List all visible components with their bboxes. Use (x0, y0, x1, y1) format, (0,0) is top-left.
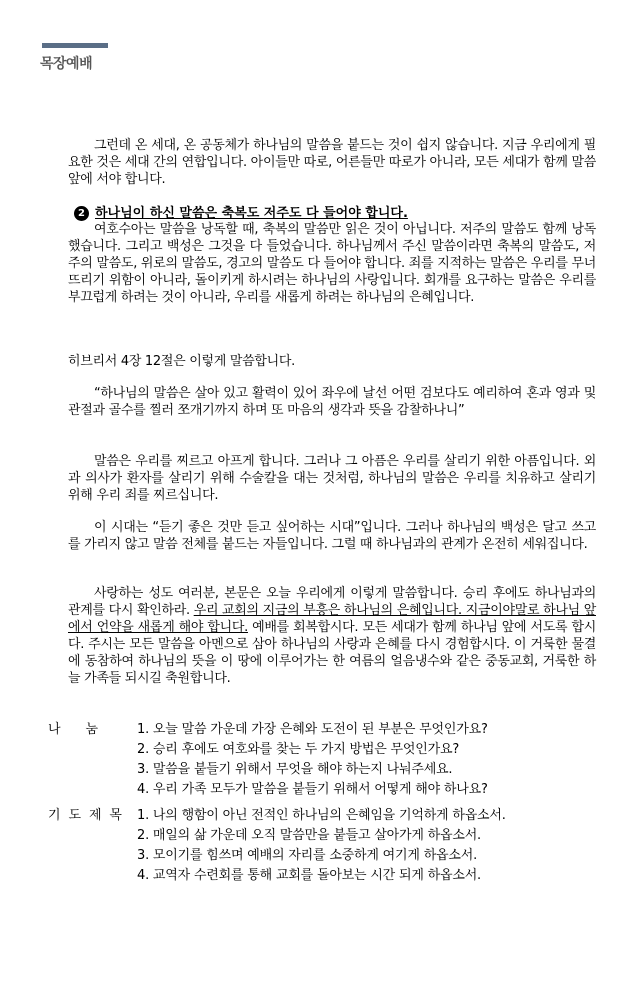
closing-text-part1: 사랑하는 성도 여러분, 본문은 오늘 우리에게 이렇게 말씀합니다. 승리 후에도 하나님과의 관계를 다시 확인하라. (68, 586, 596, 618)
section-heading (74, 205, 408, 222)
paragraph-this-age (68, 519, 596, 553)
prayer-topic: 2. 매일의 삶 가운데 오직 말씀만을 붙들고 살아가게 하옵소서. (137, 828, 481, 843)
paragraph-joshua (68, 221, 596, 306)
paragraph-closing (68, 585, 596, 687)
prayer-topic-list (137, 806, 506, 886)
prayer-label-char: 도 (68, 808, 82, 823)
sharing-question: 1. 오늘 말씀 가운데 가장 은혜와 도전이 된 부분은 무엇인가요? (137, 722, 488, 737)
paragraph-intro-text: 그런데 온 세대, 온 공동체가 하나님의 말씀을 붙드는 것이 쉽지 않습니다. 지금 우리에게 필요한 것은 세대 간의 연합입니다. 아이들만 따로, 어른들만 따로가 아니라, 모든 세대가 함께 말씀 앞에 서야 합니다. (68, 138, 596, 187)
sharing-label-char: 눔 (85, 722, 98, 737)
sharing-question: 2. 승리 후에도 여호와를 찾는 두 가지 방법은 무엇인가요? (137, 742, 460, 757)
paragraph-closing-text (68, 585, 596, 687)
header-label: 목장예배 (40, 56, 93, 72)
paragraph-word-pierces (68, 453, 596, 504)
scripture-quote-text: “하나님의 말씀은 살아 있고 활력이 있어 좌우에 날선 어떤 검보다도 예리하여 혼과 영과 및 관절과 골수를 찔러 쪼개기까지 하며 또 마음의 생각과 뜻을 감찰하나니” (68, 386, 596, 418)
section-number-badge: 2 (74, 206, 89, 221)
scripture-quote (68, 385, 596, 419)
sharing-label (48, 720, 98, 740)
prayer-label-char: 목 (109, 808, 122, 823)
closing-text-underlined: 우리 교회의 지금의 부흥은 하나님의 은혜입니다. 지금이야말로 하나님 앞에서 언약을 새롭게 해야 합니다. (68, 603, 596, 635)
paragraph-this-age-text: 이 시대는 “듣기 좋은 것만 듣고 싶어하는 시대”입니다. 그러나 하나님의 백성은 달고 쓰고를 가리지 않고 말씀 전체를 붙드는 자들입니다. 그럴 때 하나님과의 관계가 온전히 세워집니다. (68, 520, 596, 552)
paragraph-hebrews-intro-text: 히브리서 4장 12절은 이렇게 말씀합니다. (68, 354, 295, 369)
sharing-question: 3. 말씀을 붙들기 위해서 무엇을 해야 하는지 나눠주세요. (137, 762, 453, 777)
section-title: 하나님이 하신 말씀은 축복도 저주도 다 들어야 합니다. (95, 206, 408, 221)
prayer-label-char: 제 (88, 808, 102, 823)
prayer-label (48, 806, 122, 826)
prayer-label-char: 기 (48, 808, 61, 823)
sharing-question-list (137, 720, 488, 800)
paragraph-hebrews-intro (68, 353, 596, 370)
prayer-topic: 4. 교역자 수련회를 통해 교회를 돌아보는 시간 되게 하옵소서. (137, 868, 481, 883)
header-accent-bar (42, 43, 108, 48)
prayer-topic: 1. 나의 행함이 아닌 전적인 하나님의 은혜임을 기억하게 하옵소서. (137, 808, 506, 823)
sharing-label-char: 나 (48, 722, 61, 737)
paragraph-intro (68, 137, 596, 188)
sharing-question: 4. 우리 가족 모두가 말씀을 붙들기 위해서 어떻게 해야 하나요? (137, 782, 488, 797)
prayer-topic: 3. 모이기를 힘쓰며 예배의 자리를 소중하게 여기게 하옵소서. (137, 848, 478, 863)
paragraph-word-pierces-text: 말씀은 우리를 찌르고 아프게 합니다. 그러나 그 아픔은 우리를 살리기 위한 아픔입니다. 외과 의사가 환자를 살리기 위해 수술칼을 대는 것처럼, 하나님의 말씀은 우리를 치유하고 살리기 위해 우리 죄를 찌르십니다. (68, 454, 596, 503)
closing-text-part2: 예배를 회복합시다. 모든 세대가 함께 하나님 앞에 서도록 합시다. 주시는 모든 말씀을 아멘으로 삼아 하나님의 사랑과 은혜를 다시 경험합시다. 이 거룩한 물결에 동참하여 하나님의 뜻을 이 땅에 이루어가는 한 여름의 얼음냉수와 같은 중동교회, 거룩한 하늘 가족들 되시길 축원합니다. (68, 620, 596, 686)
paragraph-joshua-text: 여호수아는 말씀을 낭독할 때, 축복의 말씀만 읽은 것이 아닙니다. 저주의 말씀도 함께 낭독했습니다. 그리고 백성은 그것을 다 들었습니다. 하나님께서 주신 말씀이라면 축복의 말씀도, 저주의 말씀도, 위로의 말씀도, 경고의 말씀도 다 들어야 합니다. 죄를 지적하는 말씀은 우리를 무너뜨리기 위함이 아니라, 돌이키게 하시려는 하나님의 사랑입니다. 회개를 요구하는 말씀은 우리를 부끄럽게 하려는 것이 아니라, 우리를 새롭게 하려는 하나님의 은혜입니다. (68, 222, 596, 305)
